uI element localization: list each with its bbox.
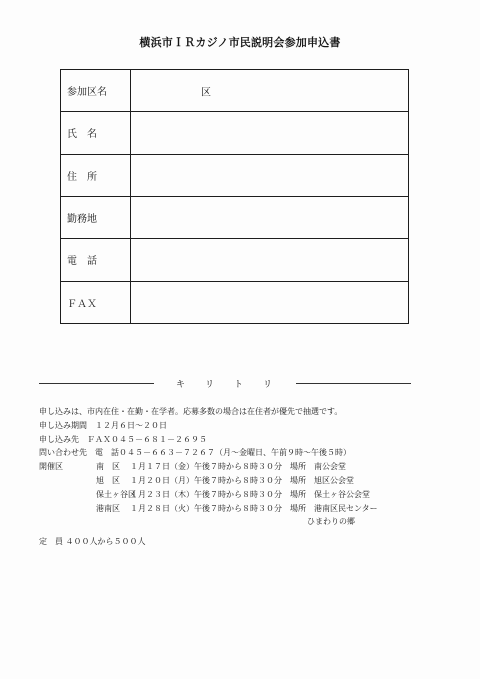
page-title: 横浜市ＩＲカジノ市民説明会参加申込書 [139, 36, 341, 49]
workplace-label: 勤務地 [61, 196, 131, 238]
phone-field[interactable] [131, 239, 409, 281]
workplace-field[interactable] [131, 196, 409, 238]
phone-label: 電 話 [61, 239, 131, 281]
schedule-detail: １月２０日（月）午後７時から８時３０分 場所 旭区公会堂 [130, 475, 354, 485]
schedule-row [39, 488, 449, 502]
apply-to-text: 申し込み先 ＦＡＸ０４５－６８１－２６９５ [39, 434, 207, 444]
name-label: 氏 名 [61, 112, 131, 154]
event-info [39, 405, 449, 529]
cut-line-right-rule [296, 383, 411, 384]
period-text: 申し込み期間 １２月６日～２０日 [39, 420, 167, 430]
contact-text: 問い合わせ先 電 話０４５－６６３－７２６７（月～金曜日、午前９時～午後５時） [39, 448, 351, 458]
ward-field[interactable] [131, 70, 409, 112]
schedule-detail: １月２３日（木）午後７時から８時３０分 場所 保土ヶ谷公会堂 [130, 489, 370, 499]
form-row-workplace [61, 196, 409, 238]
schedule-ward: 港南区 [96, 503, 120, 513]
form-row-name [61, 112, 409, 154]
form-row-fax [61, 281, 409, 323]
venue-heading: 開催区 [39, 462, 63, 472]
form-row-address [61, 154, 409, 196]
capacity-row [39, 536, 146, 547]
schedule-ward: 保土ヶ谷区 [96, 489, 136, 499]
application-form-table [60, 69, 409, 324]
fax-label: ＦＡＸ [61, 281, 131, 323]
address-field[interactable] [131, 154, 409, 196]
cut-line-label: キリトリ [176, 379, 293, 390]
cut-line [39, 376, 411, 390]
address-label: 住 所 [61, 154, 131, 196]
cut-line-left-rule [39, 383, 154, 384]
schedule-detail: １月２８日（火）午後７時から８時３０分 場所 港南区民センター [130, 503, 378, 513]
eligibility-text: 申し込みは、市内在住・在勤・在学者。応募多数の場合は在住者が優先で抽選です。 [39, 407, 343, 416]
schedule-row [39, 474, 449, 488]
ward-label: 参加区名 [61, 70, 131, 112]
capacity-value: ４００人から５００人 [65, 537, 146, 546]
form-row-ward [61, 70, 409, 112]
schedule-row [39, 460, 449, 474]
schedule-ward: 旭 区 [96, 475, 120, 485]
name-field[interactable] [131, 112, 409, 154]
form-row-phone [61, 239, 409, 281]
capacity-label: 定 員 [39, 537, 63, 546]
venue-note: ひまわりの郷 [307, 517, 355, 527]
schedule-detail: １月１７日（金）午後７時から８時３０分 場所 南公会堂 [130, 462, 346, 472]
schedule-ward: 南 区 [96, 462, 120, 472]
fax-field[interactable] [131, 281, 409, 323]
venue-note-row [39, 515, 449, 529]
schedule-row [39, 502, 449, 516]
ward-suffix: 区 [201, 87, 211, 99]
